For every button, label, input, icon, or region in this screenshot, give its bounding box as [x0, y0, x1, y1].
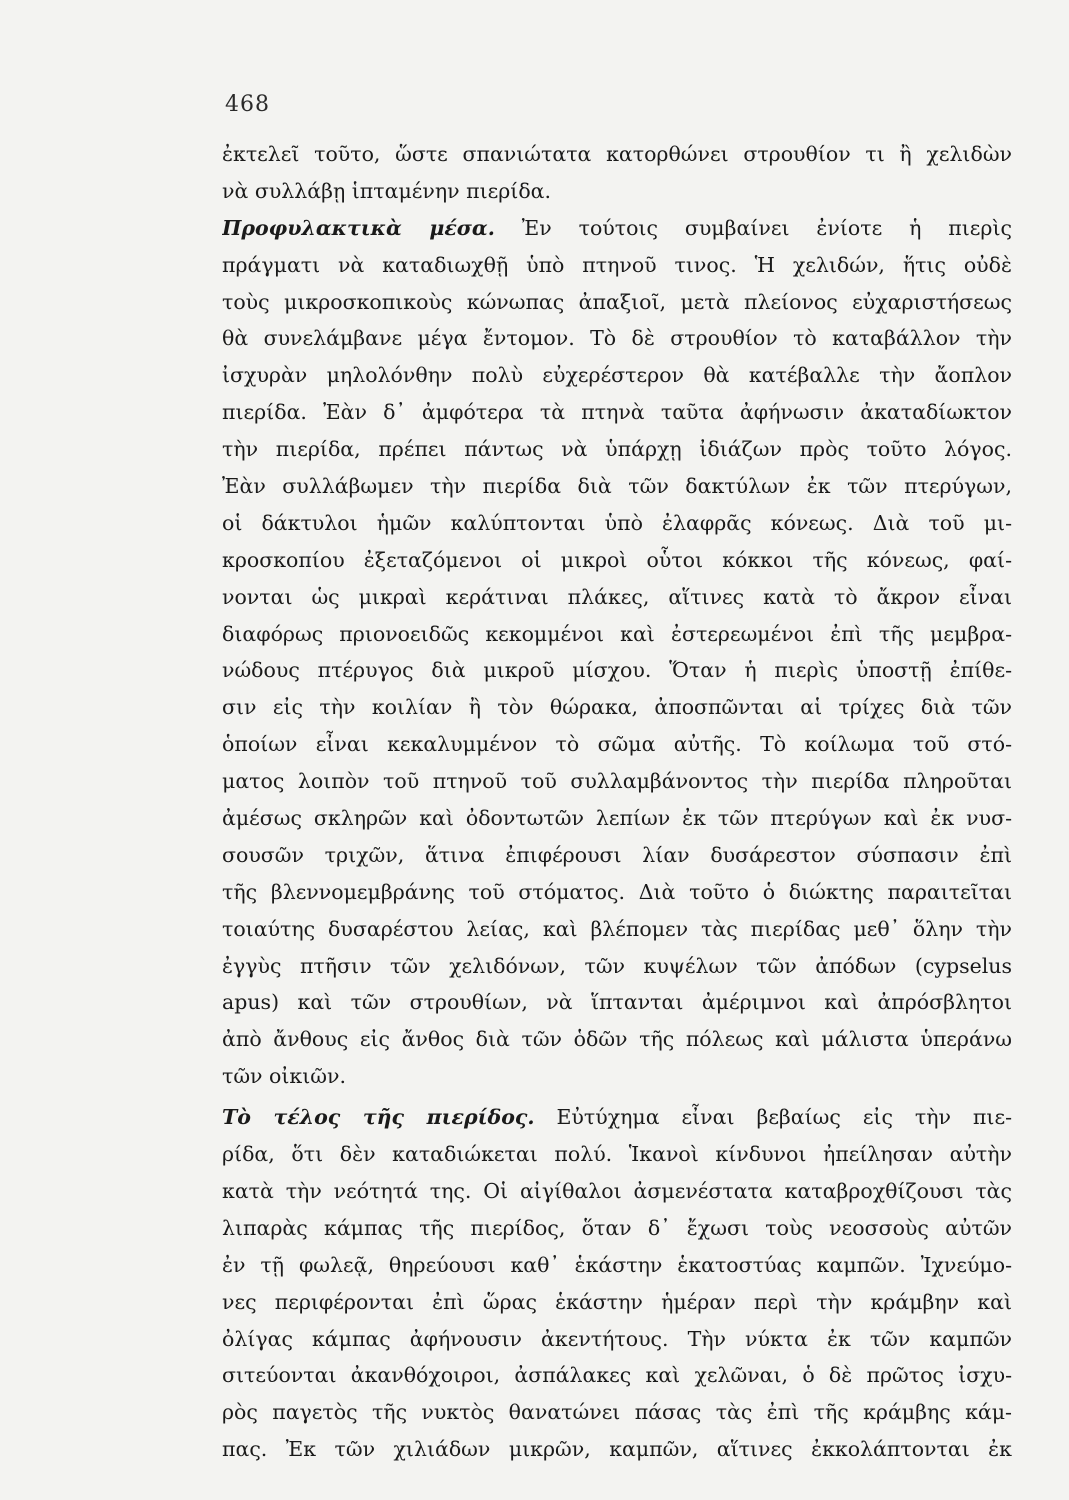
text-line: νώδους πτέρυγος διὰ μικροῦ μίσχου. Ὅταν ἡ πιερὶς ὑποστῇ ἐπίθε-	[222, 658, 1012, 683]
text-line-content: Εὐτύχημα εἶναι βεβαίως εἰς τὴν πιε-	[556, 1105, 1012, 1130]
text-line: ἀμέσως σκληρῶν καὶ ὀδοντωτῶν λεπίων ἐκ τῶν πτερύγων καὶ ἐκ νυσ-	[222, 806, 1012, 831]
text-line: ρίδα, ὅτι δὲν καταδιώκεται πολύ. Ἱκανοὶ κίνδυνοι ἠπείλησαν αὐτὴν	[222, 1142, 1012, 1167]
text-line: ἐν τῇ φωλεᾷ, θηρεύουσι καθ᾿ ἑκάστην ἑκατοστύας καμπῶν. Ἰχνεύμο-	[222, 1252, 1012, 1277]
text-line: θὰ συνελάμβανε μέγα ἔντομον. Τὸ δὲ στρουθίον τὸ καταβάλλον τὴν	[222, 326, 1012, 351]
section-heading-end-of-pieris: Τὸ τέλος τῆς πιερίδος.	[222, 1105, 535, 1130]
text-line: ἐγγὺς πτῆσιν τῶν χελιδόνων, τῶν κυψέλων τῶν ἀπόδων (cypselus	[222, 953, 1012, 978]
body-text	[222, 136, 1012, 1468]
text-line-content: Ἐν τούτοις συμβαίνει ἐνίοτε ἡ πιερὶς	[521, 215, 1012, 240]
text-line: λιπαρὰς κάμπας τῆς πιερίδος, ὅταν δ᾿ ἔχωσι τοὺς νεοσσοὺς αὐτῶν	[222, 1215, 1012, 1240]
text-line: κατὰ τὴν νεότητά της. Οἱ αἰγίθαλοι ἀσμενέστατα καταβροχθίζουσι τὰς	[222, 1178, 1012, 1203]
text-line: τῆς βλεννομεμβράνης τοῦ στόματος. Διὰ τοῦτο ὁ διώκτης παραιτεῖται	[222, 879, 1012, 904]
text-line: νονται ὡς μικραὶ κεράτιναι πλάκες, αἵτινες κατὰ τὸ ἄκρον εἶναι	[222, 584, 1012, 609]
text-line: Ἐὰν συλλάβωμεν τὴν πιερίδα διὰ τῶν δακτύλων ἐκ τῶν πτερύγων,	[222, 474, 1012, 499]
section-heading-protective-means: Προφυλακτικὰ μέσα.	[222, 215, 495, 240]
text-line: apus) καὶ τῶν στρουθίων, νὰ ἵπτανται ἀμέριμνοι καὶ ἀπρόσβλητοι	[222, 990, 1012, 1015]
text-line: ἰσχυρὰν μηλολόνθην πολὺ εὐχερέστερον θὰ κατέβαλλε τὴν ἄοπλον	[222, 363, 1012, 388]
text-line: τὴν πιερίδα, πρέπει πάντως νὰ ὑπάρχῃ ἰδιάζων πρὸς τοῦτο λόγος.	[222, 437, 1012, 462]
text-line: πας. Ἐκ τῶν χιλιάδων μικρῶν, καμπῶν, αἵτινες ἐκκολάπτονται ἐκ	[222, 1437, 1012, 1462]
text-line: τοιαύτης δυσαρέστου λείας, καὶ βλέπομεν τὰς πιερίδας μεθ᾿ ὅλην τὴν	[222, 916, 1012, 941]
text-line: νὰ συλλάβῃ ἱπταμένην πιερίδα.	[222, 178, 552, 203]
text-line	[222, 1099, 1012, 1136]
text-line: τῶν οἰκιῶν.	[222, 1064, 346, 1089]
text-line	[222, 210, 1012, 247]
text-line: τοὺς μικροσκοπικοὺς κώνωπας ἀπαξιοῖ, μετὰ πλείονος εὐχαριστήσεως	[222, 289, 1012, 314]
text-line: κροσκοπίου ἐξεταζόμενοι οἱ μικροὶ οὗτοι κόκκοι τῆς κόνεως, φαί-	[222, 547, 1012, 572]
page-number: 468	[225, 92, 270, 117]
text-line: πράγματι νὰ καταδιωχθῇ ὑπὸ πτηνοῦ τινος. Ἡ χελιδών, ἥτις οὐδὲ	[222, 252, 1012, 277]
text-line: νες περιφέρονται ἐπὶ ὥρας ἑκάστην ἡμέραν περὶ τὴν κράμβην καὶ	[222, 1289, 1012, 1314]
text-line: διαφόρως πριονοειδῶς κεκομμένοι καὶ ἐστερεωμένοι ἐπὶ τῆς μεμβρα-	[222, 621, 1012, 646]
text-line: ἀπὸ ἄνθους εἰς ἄνθος διὰ τῶν ὁδῶν τῆς πόλεως καὶ μάλιστα ὑπεράνω	[222, 1027, 1012, 1052]
text-line: ἐκτελεῖ τοῦτο, ὥστε σπανιώτατα κατορθώνει στρουθίον τι ἢ χελιδὼν	[222, 142, 1012, 166]
text-line: ρὸς παγετὸς τῆς νυκτὸς θανατώνει πάσας τὰς ἐπὶ τῆς κράμβης κάμ-	[222, 1400, 1012, 1425]
text-line: οἱ δάκτυλοι ἡμῶν καλύπτονται ὑπὸ ἐλαφρᾶς κόνεως. Διὰ τοῦ μι-	[222, 510, 1012, 535]
text-line: ματος λοιπὸν τοῦ πτηνοῦ τοῦ συλλαμβάνοντος τὴν πιερίδα πληροῦται	[222, 769, 1012, 794]
text-line: σουσῶν τριχῶν, ἅτινα ἐπιφέρουσι λίαν δυσάρεστον σύσπασιν ἐπὶ	[222, 842, 1012, 867]
text-line: ὀλίγας κάμπας ἀφήνουσιν ἀκεντήτους. Τὴν νύκτα ἐκ τῶν καμπῶν	[222, 1326, 1012, 1351]
text-line: σιν εἰς τὴν κοιλίαν ἢ τὸν θώρακα, ἀποσπῶνται αἱ τρίχες διὰ τῶν	[222, 695, 1012, 720]
text-line: σιτεύονται ἀκανθόχοιροι, ἀσπάλακες καὶ χελῶναι, ὁ δὲ πρῶτος ἰσχυ-	[222, 1363, 1012, 1388]
text-line: ὁποίων εἶναι κεκαλυμμένον τὸ σῶμα αὐτῆς. Τὸ κοίλωμα τοῦ στό-	[222, 732, 1012, 757]
text-line: πιερίδα. Ἐὰν δ᾿ ἀμφότερα τὰ πτηνὰ ταῦτα ἀφήνωσιν ἀκαταδίωκτον	[222, 400, 1012, 425]
